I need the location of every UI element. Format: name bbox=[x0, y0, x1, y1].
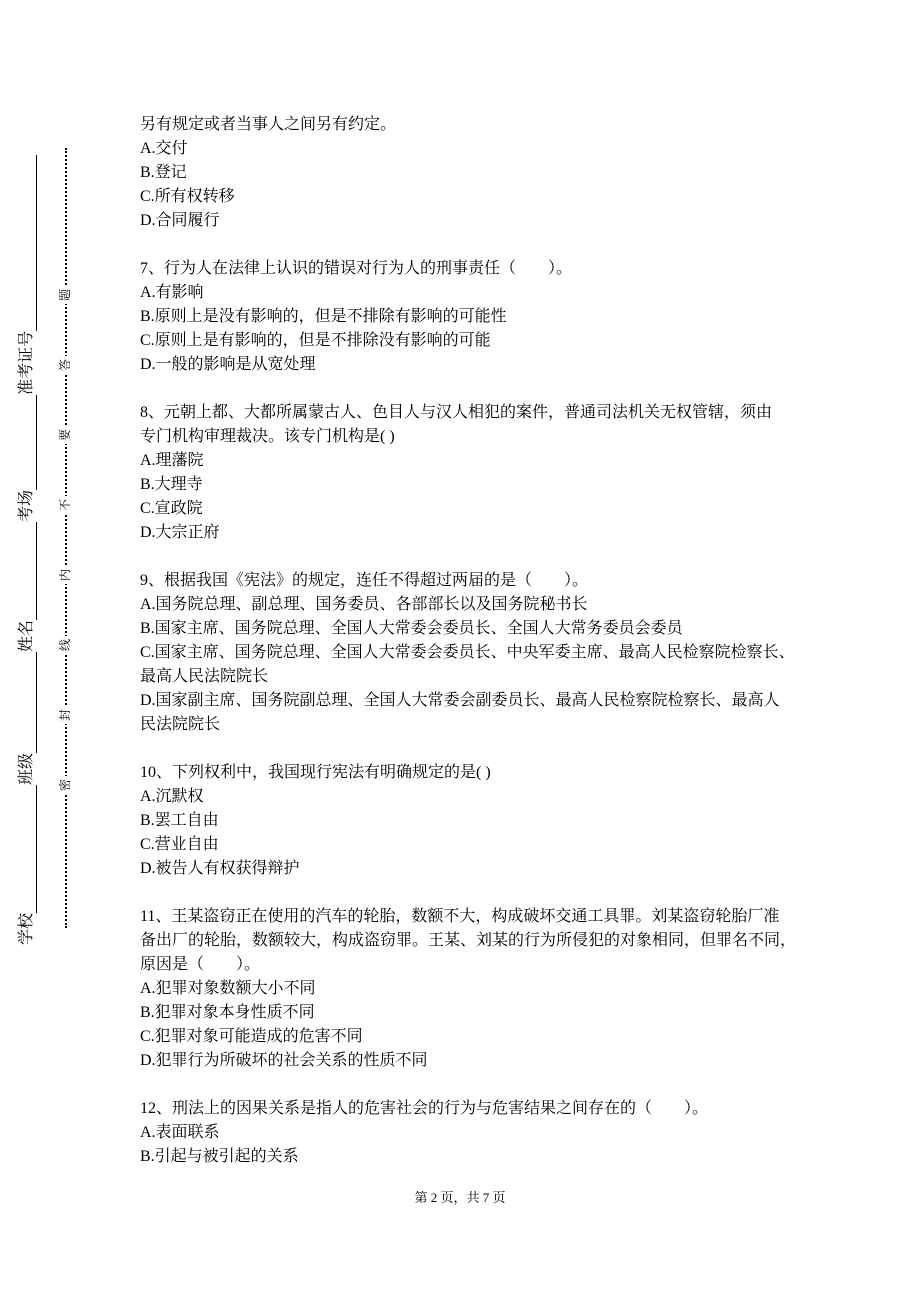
class-label: 班级 bbox=[18, 752, 35, 785]
question-stem-line: 备出厂的轮胎，数额较大，构成盗窃罪。王某、刘某的行为所侵犯的对象相同，但罪名不同， bbox=[140, 932, 797, 949]
question-stem-line: 9、根据我国《宪法》的规定，连任不得超过两届的是（ ）。 bbox=[140, 572, 589, 589]
seal-char: 不 bbox=[58, 496, 72, 514]
question-stem-line: 另有规定或者当事人之间另有约定。 bbox=[140, 116, 397, 133]
option-d: D.犯罪行为所破坏的社会关系的性质不同 bbox=[140, 1052, 428, 1069]
option-a: A.理藩院 bbox=[140, 452, 204, 469]
question-stem-line: 7、行为人在法律上认识的错误对行为人的刑事责任（ ）。 bbox=[140, 260, 573, 277]
name-blank-line bbox=[36, 522, 37, 620]
seal-char: 要 bbox=[58, 426, 72, 444]
question-11 bbox=[140, 905, 840, 1073]
admission-number-label: 准考证号 bbox=[18, 330, 35, 395]
option-c-continued: 最高人民法院院长 bbox=[140, 668, 269, 685]
admission-number-blank-line bbox=[36, 155, 37, 331]
option-a: A.表面联系 bbox=[140, 1124, 220, 1141]
question-9 bbox=[140, 569, 840, 737]
option-c: C.犯罪对象可能造成的危害不同 bbox=[140, 1028, 363, 1045]
option-d: D.国家副主席、国务院副总理、全国人大常委会副委员长、最高人民检察院检察长、最高人 bbox=[140, 692, 780, 709]
seal-line bbox=[58, 148, 72, 928]
question-stem-line: 10、下列权利中，我国现行宪法有明确规定的是( ) bbox=[140, 764, 491, 781]
option-b: B.犯罪对象本身性质不同 bbox=[140, 1004, 315, 1021]
question-7 bbox=[140, 257, 840, 377]
binding-info-fields bbox=[17, 150, 37, 950]
seal-char: 封 bbox=[58, 706, 72, 724]
seal-char: 题 bbox=[58, 286, 72, 304]
question-stem-line: 专门机构审理裁决。该专门机构是( ) bbox=[140, 428, 395, 445]
option-a: A.犯罪对象数额大小不同 bbox=[140, 980, 316, 997]
option-b: B.罢工自由 bbox=[140, 812, 219, 829]
option-b: B.原则上是没有影响的，但是不排除有影响的可能性 bbox=[140, 308, 507, 325]
option-c: C.宣政院 bbox=[140, 500, 203, 517]
question-stem-line: 11、王某盗窃正在使用的汽车的轮胎，数额不大，构成破坏交通工具罪。刘某盗窃轮胎厂准 bbox=[140, 908, 780, 925]
exam-room-blank-line bbox=[36, 395, 37, 490]
school-blank-line bbox=[36, 785, 37, 913]
option-a: A.有影响 bbox=[140, 284, 204, 301]
option-b: B.大理寺 bbox=[140, 476, 203, 493]
seal-char: 内 bbox=[58, 566, 72, 584]
question-stem-line: 8、元朝上都、大都所属蒙古人、色目人与汉人相犯的案件，普通司法机关无权管辖，须由 bbox=[140, 404, 773, 421]
option-c: C.原则上是有影响的，但是不排除没有影响的可能 bbox=[140, 332, 491, 349]
question-8 bbox=[140, 401, 840, 545]
option-d: D.合同履行 bbox=[140, 212, 220, 229]
option-b: B.引起与被引起的关系 bbox=[140, 1148, 299, 1165]
question-10 bbox=[140, 761, 840, 881]
option-a: A.交付 bbox=[140, 140, 188, 157]
exam-room-label: 考场 bbox=[18, 489, 35, 522]
question-12 bbox=[140, 1097, 840, 1169]
school-label: 学校 bbox=[18, 912, 35, 945]
name-label: 姓名 bbox=[18, 619, 35, 652]
continued-question bbox=[140, 113, 840, 233]
seal-char: 密 bbox=[58, 776, 72, 794]
option-c: C.国家主席、国务院总理、全国人大常委会委员长、中央军委主席、最高人民检察院检察长、 bbox=[140, 644, 795, 661]
seal-char: 线 bbox=[58, 636, 72, 654]
option-d: D.大宗正府 bbox=[140, 524, 220, 541]
option-a: A.国务院总理、副总理、国务委员、各部部长以及国务院秘书长 bbox=[140, 596, 588, 613]
option-a: A.沉默权 bbox=[140, 788, 204, 805]
option-d-continued: 民法院院长 bbox=[140, 716, 221, 733]
option-d: D.一般的影响是从宽处理 bbox=[140, 356, 316, 373]
option-c: C.营业自由 bbox=[140, 836, 219, 853]
option-b: B.登记 bbox=[140, 164, 187, 181]
option-d: D.被告人有权获得辩护 bbox=[140, 860, 300, 877]
binding-spacer bbox=[36, 945, 37, 950]
seal-dotted-line bbox=[65, 148, 67, 928]
seal-char: 答 bbox=[58, 356, 72, 374]
class-blank-line bbox=[36, 652, 37, 753]
question-stem-line: 原因是（ ）。 bbox=[140, 956, 261, 973]
question-stem-line: 12、刑法上的因果关系是指人的危害社会的行为与危害结果之间存在的（ ）。 bbox=[140, 1100, 709, 1117]
option-c: C.所有权转移 bbox=[140, 188, 235, 205]
page-number-footer: 第 2 页，共 7 页 bbox=[414, 1190, 506, 1205]
question-content bbox=[140, 113, 840, 1169]
option-b: B.国家主席、国务院总理、全国人大常委会委员长、全国人大常务委员会委员 bbox=[140, 620, 683, 637]
